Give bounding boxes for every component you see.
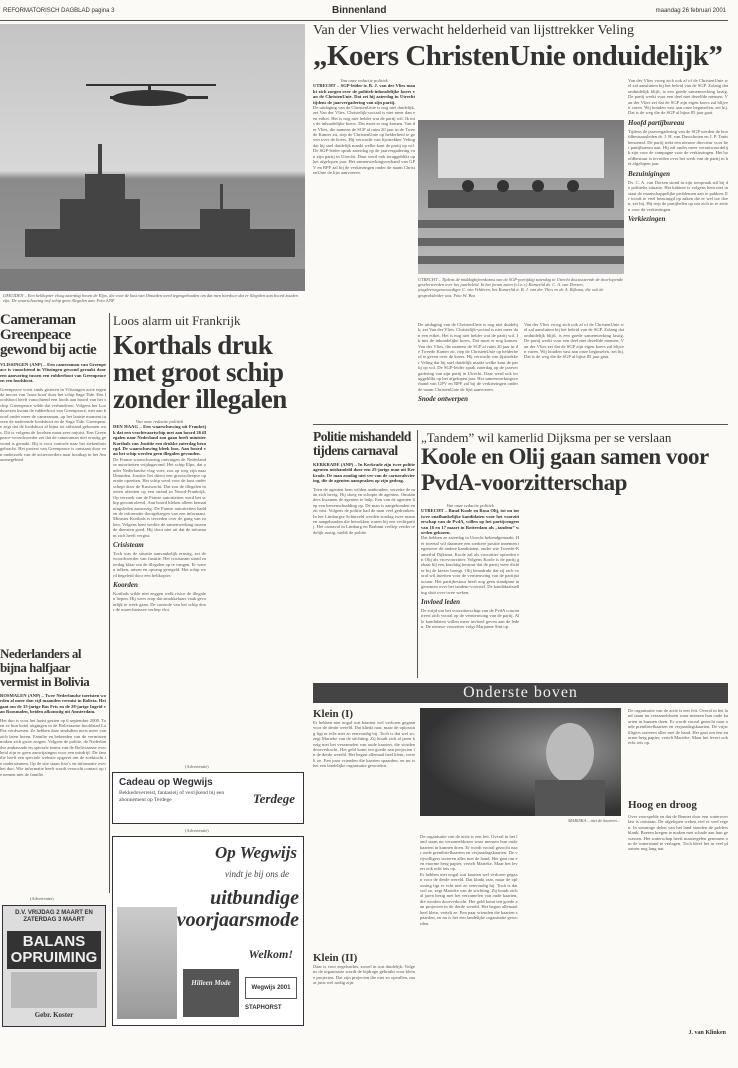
koole-headline: Koole en Olij gaan samen voor PvdA-voorzitterschap [421, 444, 709, 495]
terdege-logo: Terdege [252, 791, 295, 806]
vlies-credit: Foto W. Bra [453, 292, 475, 298]
wegwijs-title: Op Wegwijs [214, 843, 297, 862]
onderste-body1-cont: Er hebben niet nogal wat kaarten wel verloren gegaan voor de derde wereld. Dat klinkt raar, maar de oplossing ligt er echt niet zo eenvoudig bij. Toch is dat wel zo, zegt Marieke van de stichting. Zij houdt zich al jaren bezig met het verzamelen van oude kaarten, die worden doorverkocht. Het geld komt ten goede aan projecten in de derde wereld. Het begon allemaal heel klein, vertelt ze. Een paar vrienden die kaarten spaarden, en nu is het een landelijke organisatie geworden. [420, 871, 518, 926]
greenpeace-article [0, 313, 106, 643]
koole-body2: De strijd om het voorzitterschap van de PvdA concentreert zich vooral op de vernieuwing van de partij. Alle kandidaten willen meer invloed geven aan de leden. De nieuwe voorzitter volgt Marjanne Sint op. [421, 607, 520, 630]
korthals-columns [113, 419, 305, 749]
wegwijs-sub: vindt je bij ons de [225, 869, 289, 879]
mishandeld-lede: KERKRADE (ANP) – In Kerkrade zijn twee politieagenten mishandeld door een 25-jarige man uit Kerkrade. De man zondag niet ver van de carnavalsviering, die de agenten aanspraken op zijn gedrag. [313, 462, 415, 484]
mariska-caption: MARISKA ...met de kaarten... [568, 818, 620, 823]
onderste-col1 [313, 708, 415, 1038]
vlies-sub4: Verkiezingen [628, 215, 666, 224]
vlies-body2: Van der Vlies vroeg zich ook af of de ChristenUnie wel zal aansluiten bij het beleid van de SGP. Zolang dat onduidelijk blijft, is een goede samenwerking lastig. De partij werkt voor een deel met dezelfde mensen. Van der Vlies zei dat de SGP zijn eigen koers zal blijven varen. Wij houden vast aan onze beginselen, zei hij. Dat is de weg die de SGP al bijna 85 jaar gaat. [524, 322, 624, 360]
wegwijs-model-image [117, 907, 177, 1019]
koole-sub1: Invloed leden [421, 597, 461, 606]
greenpeace-body: Greenpeace voert sinds gisteren in Vlissingen actie tegen de invoer van 'foute hout' door het schip Saga Tide. Een loodsboot heeft vanochtend een loods aan boord van het schip. Greenpeace wilde dat verhinderen. Volgens het Loodswezen kwam de rubberboot van Greenpeace, met aan boord onder meer de cameraman, op het laatste moment tussen de naderende loodsboot en de Saga Tide. Greenpeace zegt dat de loodsboot al bijna tot stilstand gekomen was. Dit is volgens de loodsen maar zeer onjuist. Een Greenpeace-woordvoerder zei dat de cameraman niet ernstig gewond is geraakt. Hij is voor controle naar het ziekenhuis gebracht. Het protest van Greenpeace is ontstaan door een onderzoek van de actievoerders naar houtkap in het Amazonegebied. [0, 386, 106, 462]
onderste-body4: Over voorspelde en dat de Bennet door een wateroverlast is ontstaan. De afgelopen weken viel er veel regen. In sommige delen van het land stonden de polders blank. Boeren kregen te maken met schade aan hun gewassen. Het waterschap heeft maatregelen genomen om de waterstand te verlagen. Toch bleef het in veel plaatsen nog lang nat. [628, 814, 728, 852]
bolivia-headline: Nederlanders al bijna halfjaar vermist in Bolivia [0, 647, 90, 689]
balans-title: BALANS OPRUIMING [7, 931, 101, 969]
hilleen-logo: Hilleen Mode [183, 969, 239, 1017]
onderste-cols [420, 834, 621, 1034]
mariska-photo [420, 708, 621, 816]
vlies-body2-cont: Van der Vlies vroeg zich ook af of de ChristenUnie wel zal aansluiten bij het beleid van de SGP. Zolang dat onduidelijk blijft, is een goede samenwerking lastig. De partij werkt voor een deel met dezelfde mensen. Van der Vlies zei dat de SGP zijn eigen koers zal blijven varen. Wij houden vast aan onze beginselen, zei hij. Dat is de weg die de SGP al bijna 85 jaar gaat. [628, 78, 728, 116]
ijmuiden-caption: IJMUIDEN – Een helikopter vloog zaterdag boven de Elpo, die voor de kust van IJmuiden werd tegengehouden om dat men hierdoor dat er illegalen aan boord zouden zijn. De waarschuwing trof schip geen illegalen aan. [3, 293, 298, 304]
mishandeld-article [313, 430, 415, 680]
balans-image [11, 972, 97, 1008]
bolivia-article [0, 647, 106, 892]
vlies-body-cont: De uitdaging van de ChristenUnie is nog niet duidelijk, zei Van der Vlies. Christelijk-sociaal is niet meer dan een etiket. Het is nog niet helder wat de partij wil. Ik mis de inhoudelijke koers. Dat moet er nog komen. Van der Vlies, die namens de SGP al ruim 20 jaar in de Tweede Kamer zit, riep de ChristenUnie op helderheid te geven over de koers. Hij verwacht van lijsttrekker Veling dat hij snel duidelijk maakt welke kant de partij op wil. De SGP-leider sprak zaterdag op de jaarvergadering van zijn partij in Utrecht. Daar werd ook teruggeblikt op het afgelopen jaar. Het samenwerkingsverband van GPV en RPF zal bij de verkiezingen onder de naam ChristenUnie de lijst aanvoeren. [418, 322, 518, 392]
vlies-byline: Van onze redactie politiek [340, 78, 388, 83]
column-rule [109, 313, 110, 893]
vlies-sub1: Snode ontwerpen [418, 395, 468, 404]
cadeau-title: Cadeau op Wegwijs [119, 777, 213, 788]
staphorst-label: STAPHORST [245, 1005, 282, 1011]
cadeau-ad[interactable] [112, 772, 304, 824]
masthead-section: Binnenland [332, 5, 387, 16]
vlies-caption: UTRECHT – Tijdens de middagbijeenkomst van de SGP-partijdag zaterdag in Utrecht discussieerde de doorlopende geselecteerden over het jaarbeleid. In het forum zaten (v.l.n.r.) Kamerlid ds. C. A. van Dorsen, jeugdvertegenwoordiger C. van Velderen, het Kamerlid ir. B. J. van der Vlies en dr. A. Bijlsma, die ook de gespreksleider was. [418, 277, 623, 298]
balans-ad[interactable] [2, 905, 106, 1027]
korthals-body: De Franse waarschuwing ontvingen de Nederlandse autoriteiten vrijdagavond. Het schip Elpo, dat onder Nederlandse vlag voer, zou op weg zijn naar IJmuiden. Justitie liet direct een grootscheepse operatie opzetten. Het schip werd voor de kust onderschept door de Kustwacht. Dat zou de illegalen moeten afzetten op een strand in Noord-Frankrijk. Op verzoek van de Franse autoriteiten werd het schip gecontroleerd. Aan boord bleken alleen bemanningsleden aanwezig. De Franse autoriteiten hadden de informatie doorgekregen van een informant. Minister Korthals is tevreden over de gang van zaken. Volgens hem werkte de samenwerking tussen de diensten goed. Hij sloot niet uit dat de informant zich heeft vergist. [113, 456, 206, 538]
korthals-kicker: Loos alarm uit Frankrijk [113, 313, 241, 328]
onderste-body3-cont: De organisatie van de actie is een feit. Overal in het land staan nu verzameldozen waar mensen hun oude kaarten in kunnen doen. Er wordt vooral gezocht naar oude prentbriefkaarten en verjaardagskaarten. De vrijwilligers sorteren alles met de hand. Het gaat om een enorme berg papier, vertelt Marieke. Maar het levert ook echt iets op. [628, 708, 728, 746]
greenpeace-headline: Cameraman Greenpeace gewond bij actie [0, 313, 97, 358]
korthals-sub2: Koorden [113, 580, 138, 589]
korthals-byline: Van onze redactie politiek [135, 419, 184, 424]
vlies-body3: Tijdens de jaarvergadering van de SGP werden de hoofdbestuursleden dr. J. H. van Dusschoten en J. P. Tanis benoemd. De partij trekt een nieuwe directeur voor het partijbureau aan. Hij zal onder meer verantwoordelijk zijn voor de campagne voor de verkiezingen. Het hoofdbestuur is tevreden over het werk van de partij in het afgelopen jaar. [628, 128, 728, 167]
cadeau-sub: Bekkedoverreist, fantasieij of verrijkend bij een abonnement op Terdege [119, 790, 225, 803]
balans-dates: D.V. VRIJDAG 2 MAART EN ZATERDAG 3 MAART [15, 910, 93, 923]
koole-columns [421, 503, 728, 679]
ijmuiden-photo [0, 24, 305, 291]
column-rule-2 [417, 430, 418, 678]
masthead-rule [0, 20, 728, 21]
mishandeld-body: Toen de agenten hem wilden aanhouden, verzette de man zich hevig. Hij sloeg en schopte de agenten. Omstanders kwamen de agenten te hulp. Een van de agenten liep een hersenschudding op. De man is aangehouden en zit vast. Volgens de politie had de man veel gedronken. In het Limburgse Schinveld werden zondag twee mannen aangehouden die betrokken waren bij een vechtpartij. Het carnaval in Limburg en Brabant verliep verder redelijk rustig, meldt de politie. [313, 486, 415, 535]
vlies-body: De uitdaging van de ChristenUnie is nog niet duidelijk, zei Van der Vlies. Christelijk-sociaal is niet meer dan een etiket. Het is nog niet helder wat de partij wil. Ik mis de inhoudelijke koers. Dat moet er nog komen. Van der Vlies, die namens de SGP al ruim 20 jaar in de Tweede Kamer zit, riep de ChristenUnie op helderheid te geven over de koers. Hij verwacht van lijsttrekker Veling dat hij snel duidelijk maakt welke kant de partij op wil. De SGP-leider sprak zaterdag op de jaarvergadering van zijn partij in Utrecht. Daar werd ook teruggeblikt op het afgelopen jaar. Het samenwerkingsverband van GPV en RPF zal bij de verkiezingen onder de naam ChristenUnie de lijst aanvoeren. [313, 105, 415, 175]
onderste-t3: Hoog en droog [628, 799, 697, 811]
onderste-t1: Klein (I) [313, 708, 354, 720]
helicopter-icon [86, 84, 216, 106]
onderste-body2: Daar is voor zegelsachts, zowel in wat duidelijk. Volgens de organisatie wordt de bijdrage gebruikt voor kleine projecten. Dat zijn projecten die niet zo opvallen, maar juist wel nodig zijn. [313, 964, 415, 986]
ad-label: (Advertentie) [30, 896, 54, 901]
korthals-body2: Toch was de situatie aanvankelijk ernstig, zei de woordvoerder van Justitie. Het crisisteam stond zaterdag klaar om de illegalen op te vangen. Er waren tolken, artsen en opvang geregeld. Het schip werd begeleid door een helikopter. [113, 550, 206, 578]
vlies-body4: Ds. C. A. van Dorsen stond in zijn toespraak stil bij de politieke situatie. Het kabinet is volgens hem niet in staat de maatschappelijke problemen aan te pakken. Er wordt te veel bezuinigd op zaken die er wel toe doen, zei hij. Hij riep de partijleden op om zich in te zetten voor de verkiezingen. [628, 179, 728, 212]
koole-body: Dat hebben ze zaterdag in Utrecht bekendgemaakt. Het tweetal wil daarmee een sterkere positie innemen tegenover de andere kandidaten, onder wie Tweede-Kamerlid Dijksma. Koole zal als voorzitter optreden en Olij als vicevoorzitter. Volgens Koole is de partij gebaat bij een krachtig bestuur dat de partij weer dichter bij de kiezer brengt. Olij benadrukt dat zij zich vooral wil inzetten voor de vernieuwing van de partijstructuur. Het partijbestuur heeft nog geen standpunt ingenomen over het tandem-voorstel. De kandidaatstelling sluit over twee weken. [421, 535, 520, 595]
masthead [0, 6, 738, 20]
forum-illustration [418, 120, 624, 274]
wegwijs-ad[interactable] [112, 836, 304, 1026]
korthals-headline: Korthals druk met groot schip zonder illegalen [113, 330, 287, 414]
bolivia-lede: ROSMALEN (ANP) – Twee Nederlandse toeristen worden al meer dan vijf maanden vermist in Bolivia. Het gaat om de 35-jarige Bas Fris en de 28-jarige Ingrid van Roosmalen, beiden afkomstig uit Amsterdam. [0, 693, 106, 715]
onderste-col4 [628, 708, 728, 1038]
ad-label-2: (Advertentie) [185, 764, 209, 769]
masthead-date: maandag 26 februari 2001 [655, 8, 726, 14]
helicopter-ship-illustration [0, 24, 305, 291]
masthead-paper: REFORMATORISCH DAGBLAD pagina 3 [3, 8, 115, 14]
vlies-sub3: Bezuinigingen [628, 169, 671, 178]
vlies-kicker: Van der Vlies verwacht helderheid van lijsttrekker Veling [313, 23, 634, 38]
ijmuiden-credit: Foto ANP [96, 298, 115, 304]
korthals-lede: DEN HAAG – Een waarschuwing uit Frankrijk dat een vrachtvaartschip met aan boord 26 illegalen naar Nederland zou gaan heeft minister Korthals van Justitie een drukke zaterdag bezorgd. De waarschuwing bleek loos. Aan boord van het schip werden geen illegalen gevonden. [113, 424, 206, 457]
korthals-sub1: Crisisteam [113, 540, 144, 549]
vlies-cols23 [418, 322, 624, 420]
vlies-col1 [313, 78, 415, 418]
balans-store: Gebr. Koster [34, 1011, 74, 1019]
wegwijs-uitbundige: uitbundige voorjaarsmode [176, 887, 299, 931]
ship-icon [25, 144, 295, 257]
portrait-illustration [420, 708, 621, 816]
vlies-sub2: Hoofd partijbureau [628, 118, 685, 127]
vlies-headline: „Koers ChristenUnie onduidelijk” [313, 40, 723, 72]
koole-lede: UTRECHT – Ruud Koole en Rosa Olij, tot nu toe twee onafhankelijke kandidaten voor het voorzitterschap van de PvdA, willen op het partijcongres van 16 en 17 maart in Rotterdam als „tandem” worden gekozen. [421, 508, 520, 536]
onderste-signature: J. van Klinken [688, 1030, 726, 1036]
greenpeace-lede: VLISSINGEN (ANP) – Een cameraman van Greenpeace is vanochtend in Vlissingen gewond geraakt door een aanvaring tussen een rubberboot van Greenpeace en een loodsboot. [0, 362, 106, 384]
onderste-t2: Klein (II) [313, 952, 358, 964]
vlies-lede: UTRECHT – SGP-leider ir. B. J. van der Vlies maakt zich zorgen over de politiek-inhoudelijke koers van de ChristenUnie. Dat zei hij zaterdag in Utrecht tijdens de jaarvergadering van zijn partij. [313, 83, 415, 105]
vlies-col4 [628, 78, 728, 420]
onderste-body1: Er hebben niet nogal wat kaarten wel verloren gegaan voor de derde wereld. Dat klinkt raar, maar de oplossing ligt er echt niet zo eenvoudig bij. Toch is dat wel zo, zegt Marieke van de stichting. Zij houdt zich al jaren bezig met het verzamelen van oude kaarten, die worden doorverkocht. Het geld komt ten goede aan projecten in de derde wereld. Het begon allemaal heel klein, vertelt ze. Een paar vrienden die kaarten spaarden, en nu is het een landelijke organisatie geworden. [313, 720, 415, 769]
sgp-forum-photo [418, 120, 624, 274]
bolivia-body: Het duo is voor het laatst gezien op 6 september 2000. Toen ze hun hotel uitgingen in de Boliviaanse hoofdstad La Paz verdwenen. Ze hebben daar sindsdien niets meer van zich laten horen. Familie en bekenden van de vermisten maken zich grote zorgen. Volgens de politie, de Nederlandse ambassade en speciale teams van de Boliviaanse overheid zijn er geen aanwijzingen voor een misdrijf. De familie heeft een speciale website opgezet om de zoektocht te ondersteunen. Op de site staan foto's en informatie over het duo. Wie informatie heeft wordt verzocht contact op te nemen met de familie. [0, 717, 106, 777]
wegwijs-welkom: Welkom! [248, 947, 293, 961]
korthals-body3: Korthals wilde niet zeggen welk risico de illegalen liepen. Hij wees erop dat smokkelaars vaak gevaarlijk te werk gaan. De controle van het schip door de marechaussee verliep vlot. [113, 590, 206, 613]
onderste-banner: Onderste boven [313, 683, 728, 703]
mishandeld-headline: Politie mishandeld tijdens carnaval [313, 430, 411, 458]
wegwijs-badge: Wegwijs 2001 [245, 977, 297, 999]
koole-byline: Van onze redactie politiek [446, 503, 494, 508]
row-rule [313, 424, 728, 425]
onderste-body3: De organisatie van de actie is een feit. Overal in het land staan nu verzameldozen waar mensen hun oude kaarten in kunnen doen. Er wordt vooral gezocht naar oude prentbriefkaarten en verjaardagskaarten. De vrijwilligers sorteren alles met de hand. Het gaat om een enorme berg papier, vertelt Marieke. Maar het levert ook echt iets op. [420, 834, 518, 872]
ad-label-3: (Advertentie) [185, 828, 209, 833]
koole-kicker: „Tandem” wil kamerlid Dijksma per se verslaan [421, 430, 672, 445]
